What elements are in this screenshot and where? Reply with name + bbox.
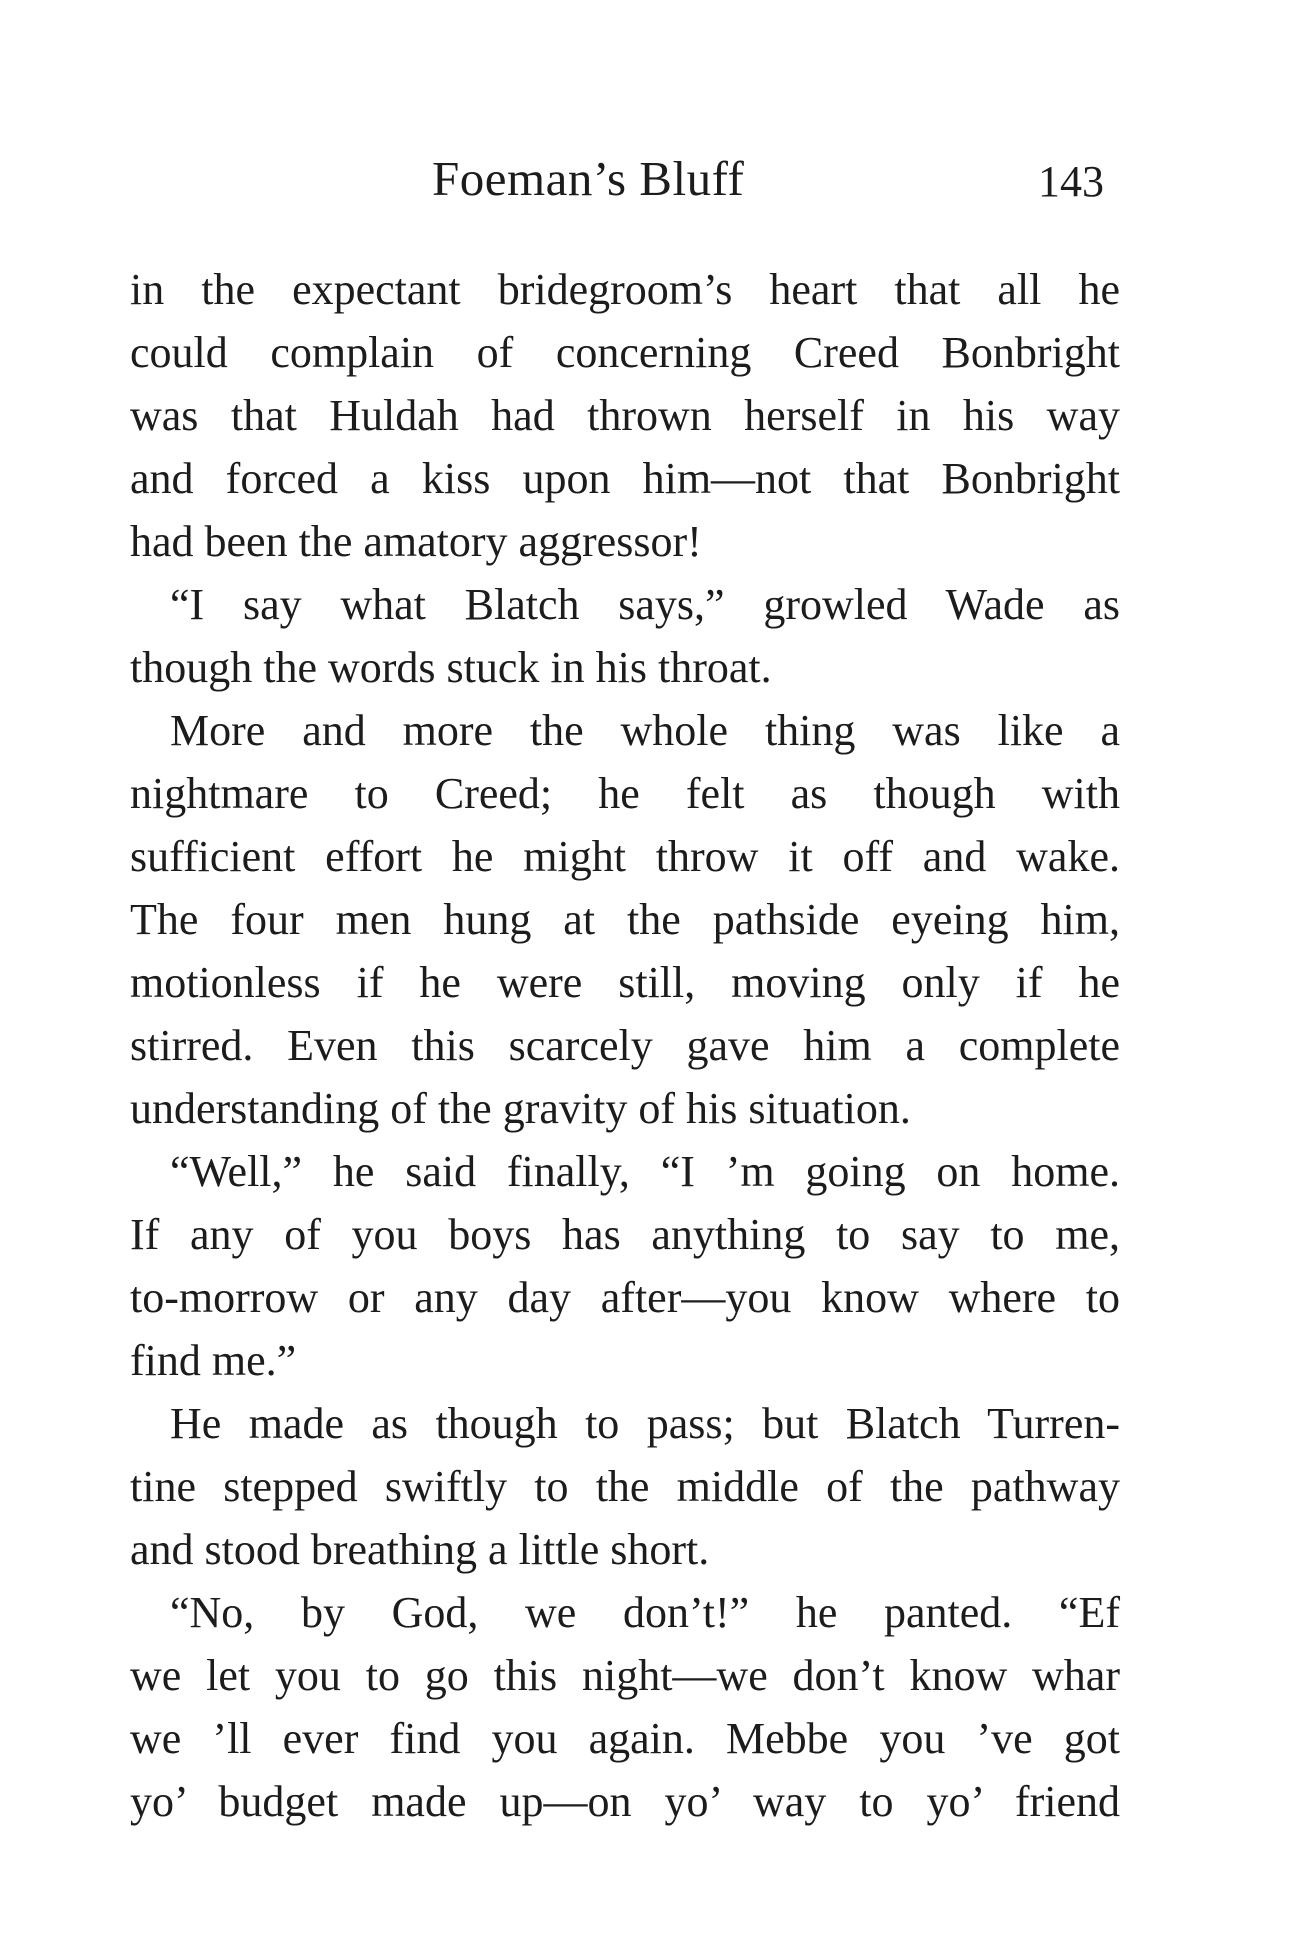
text-line: and stood breathing a little short. xyxy=(130,1525,710,1574)
text-line: we ’ll ever find you again. Mebbe you ’ve got xyxy=(130,1714,1120,1763)
page-number: 143 xyxy=(1038,157,1104,206)
text-line: find me.” xyxy=(130,1336,297,1385)
text-line: though the words stuck in his throat. xyxy=(130,643,772,692)
text-line: was that Huldah had thrown herself in his way xyxy=(130,391,1120,440)
text-line: nightmare to Creed; he felt as though with xyxy=(130,769,1120,818)
text-line: If any of you boys has anything to say to me, xyxy=(130,1210,1120,1259)
text-line: and forced a kiss upon him—not that Bonbright xyxy=(130,454,1120,503)
running-title: Foeman’s Bluff xyxy=(432,151,745,206)
text-line: could complain of concerning Creed Bonbright xyxy=(130,328,1120,377)
text-line: The four men hung at the pathside eyeing him, xyxy=(130,895,1120,944)
text-line: “Well,” he said finally, “I ’m going on home. xyxy=(170,1147,1120,1196)
text-line: stirred. Even this scarcely gave him a complete xyxy=(130,1021,1120,1070)
text-line: sufficient effort he might throw it off and wake. xyxy=(130,832,1120,881)
text-line: we let you to go this night—we don’t know whar xyxy=(130,1651,1120,1700)
text-line: understanding of the gravity of his situation. xyxy=(130,1084,911,1133)
running-head xyxy=(0,150,1306,220)
text-line: tine stepped swiftly to the middle of the pathway xyxy=(130,1462,1120,1511)
text-line: “I say what Blatch says,” growled Wade as xyxy=(170,580,1120,629)
text-line: to-morrow or any day after—you know where to xyxy=(130,1273,1120,1322)
text-line: in the expectant bridegroom’s heart that all he xyxy=(130,265,1120,314)
body-text xyxy=(130,258,1120,1833)
text-line: motionless if he were still, moving only if he xyxy=(130,958,1120,1007)
text-line: “No, by God, we don’t!” he panted. “Ef xyxy=(170,1588,1120,1637)
text-line: yo’ budget made up—on yo’ way to yo’ friend xyxy=(130,1777,1120,1826)
text-line: He made as though to pass; but Blatch Turren- xyxy=(170,1399,1120,1448)
text-line: had been the amatory aggressor! xyxy=(130,517,702,566)
text-line: More and more the whole thing was like a xyxy=(170,706,1120,755)
